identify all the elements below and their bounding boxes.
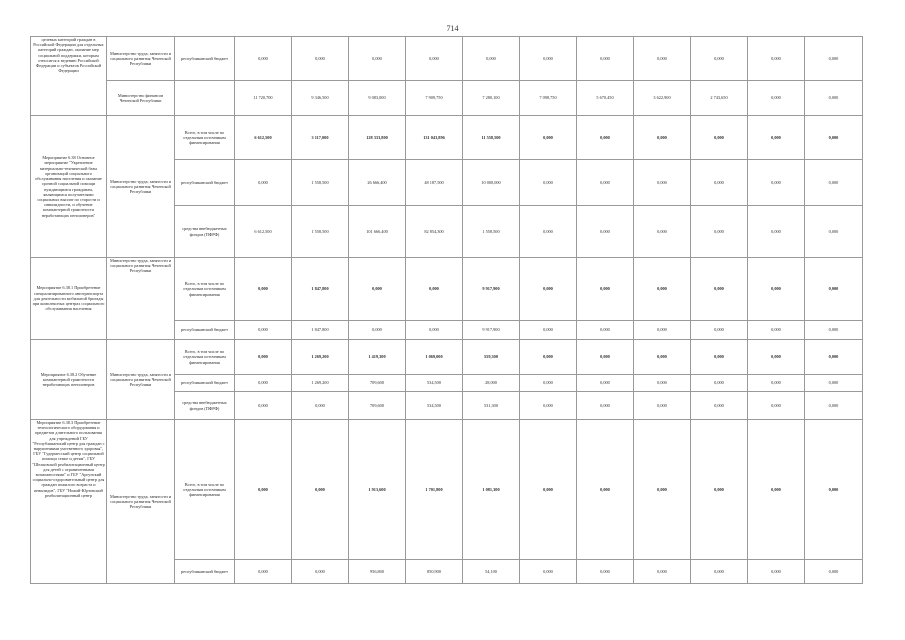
value-cell: 6 612,500 — [235, 206, 292, 258]
value-cell: 0,000 — [577, 258, 634, 321]
value-cell: 0,000 — [634, 420, 691, 560]
value-cell: 0,000 — [235, 560, 292, 584]
table-row — [31, 81, 863, 116]
source-cell: Всего, в том числе по отдельным источникам финансирования — [175, 116, 235, 160]
value-cell: 0,000 — [520, 160, 577, 206]
value-cell: 0,000 — [634, 392, 691, 420]
executor-cell: Министерство труда, занятости и социального развития Чеченской Республики — [107, 340, 175, 420]
value-cell: 0,000 — [634, 37, 691, 81]
event-cell: Мероприятие 6.38 Основное мероприятие "Укрепление материально-технической базы организаций социального обслуживания населения и оказание срочной социальной помощи нуждающимся гражданам, являющимся получателями социальных выплат по старости и инвалидности, и обучение компьютерной грамотности неработающих пенсионеров" — [31, 116, 107, 258]
value-cell: 0,000 — [691, 206, 748, 258]
value-cell: 534,500 — [406, 392, 463, 420]
value-cell: 0,000 — [235, 258, 292, 321]
value-cell: 0,000 — [805, 206, 863, 258]
value-cell: 0,000 — [748, 206, 805, 258]
value-cell: 709,600 — [349, 375, 406, 392]
value-cell: 0,000 — [406, 37, 463, 81]
value-cell: 0,000 — [691, 340, 748, 375]
value-cell: 0,000 — [748, 321, 805, 340]
value-cell: 956,800 — [349, 560, 406, 584]
value-cell: 0,000 — [691, 258, 748, 321]
value-cell: 0,000 — [805, 392, 863, 420]
value-cell: 54,100 — [463, 560, 520, 584]
value-cell: 0,000 — [691, 392, 748, 420]
executor-cell: Министерство труда, занятости и социального развития Чеченской Республики — [107, 258, 175, 340]
value-cell: 3 622,900 — [634, 81, 691, 116]
value-cell: 0,000 — [805, 37, 863, 81]
value-cell: 5 670,450 — [577, 81, 634, 116]
value-cell: 0,000 — [520, 560, 577, 584]
value-cell: 0,000 — [634, 321, 691, 340]
value-cell: 0,000 — [805, 375, 863, 392]
value-cell: 0,000 — [577, 37, 634, 81]
value-cell: 82 854,300 — [406, 206, 463, 258]
table-row — [31, 37, 863, 81]
value-cell: 0,000 — [520, 420, 577, 560]
value-cell: 0,000 — [634, 206, 691, 258]
value-cell: 0,000 — [805, 340, 863, 375]
value-cell: 9 917,900 — [463, 258, 520, 321]
value-cell: 0,000 — [520, 206, 577, 258]
value-cell: 0,000 — [235, 420, 292, 560]
source-cell: республиканский бюджет — [175, 375, 235, 392]
value-cell: 7 098,750 — [520, 81, 577, 116]
value-cell: 0,000 — [691, 375, 748, 392]
value-cell: 0,000 — [634, 116, 691, 160]
value-cell: 0,000 — [805, 81, 863, 116]
value-cell: 0,000 — [520, 116, 577, 160]
value-cell: 0,000 — [292, 392, 349, 420]
value-cell: 7 280,100 — [463, 81, 520, 116]
value-cell: 0,000 — [349, 37, 406, 81]
value-cell: 9 083,000 — [349, 81, 406, 116]
budget-table — [30, 36, 863, 584]
executor-cell: Министерство труда, занятости и социального развития Чеченской Республики — [107, 420, 175, 584]
value-cell: 0,000 — [691, 420, 748, 560]
source-cell: республиканский бюджет — [175, 160, 235, 206]
value-cell: 0,000 — [292, 37, 349, 81]
value-cell: 0,000 — [805, 321, 863, 340]
value-cell: 0,000 — [634, 560, 691, 584]
value-cell: 0,000 — [634, 375, 691, 392]
value-cell: 0,000 — [577, 160, 634, 206]
value-cell: 1 558,500 — [292, 160, 349, 206]
executor-cell: Министерство труда, занятости и социального развития Чеченской Республики — [107, 116, 175, 258]
value-cell: 0,000 — [349, 321, 406, 340]
page-number: 714 — [446, 24, 459, 33]
table-row — [31, 116, 863, 160]
value-cell: 131 043,896 — [406, 116, 463, 160]
event-cell: Мероприятие 6.38.1 Приобретение специализированного автотранспорта для деятельности мобильной бригады при комплексных центрах социального обслуживания населения — [31, 258, 107, 340]
event-cell: Мероприятие 6.38.3 Приобретение технологического оборудования и предметов длительного пользования для учреждений ГБУ "Республиканский центр для граждан с нарушениями умственного здоровья", ГБУ "Гудермесский центр социальной помощи семье и детям", ГБУ "Шелковской реабилитационный центр для детей с ограниченными возможностями" и ГБУ "Аргунский социально-оздоровительный центр для граждан пожилого возраста и инвалидов", ГБУ "Ножай-Юртовский реабилитационный центр — [31, 420, 107, 584]
source-cell: Всего, в том числе по отдельным источникам финансирования — [175, 420, 235, 560]
event-cell: целевых категорий граждан в Российской Федерации для отдельных категорий граждан, оказание мер социальной поддержки, которым относятся к ведению Российской Федерации и субъектов Российской Федерации — [31, 37, 107, 116]
value-cell: 0,000 — [748, 116, 805, 160]
value-cell: 559,300 — [463, 340, 520, 375]
value-cell: 0,000 — [520, 392, 577, 420]
value-cell: 0,000 — [235, 321, 292, 340]
value-cell: 11 720,700 — [235, 81, 292, 116]
value-cell: 1 269,200 — [292, 340, 349, 375]
value-cell: 1 847,800 — [292, 258, 349, 321]
value-cell: 9 917,900 — [463, 321, 520, 340]
table-row — [31, 420, 863, 560]
executor-cell: Министерство финансов Чеченской Республики — [107, 81, 175, 116]
value-cell: 0,000 — [292, 560, 349, 584]
value-cell: 0,000 — [577, 392, 634, 420]
value-cell: 0,000 — [748, 160, 805, 206]
value-cell: 0,000 — [463, 37, 520, 81]
source-cell: республиканский бюджет — [175, 37, 235, 81]
value-cell: 0,000 — [805, 560, 863, 584]
value-cell: 0,000 — [577, 340, 634, 375]
value-cell: 10 000,000 — [463, 160, 520, 206]
value-cell: 128 333,800 — [349, 116, 406, 160]
value-cell: 7 909,750 — [406, 81, 463, 116]
value-cell: 0,000 — [520, 375, 577, 392]
value-cell: 0,000 — [292, 420, 349, 560]
value-cell: 1 558,500 — [463, 206, 520, 258]
value-cell: 48 187,500 — [406, 160, 463, 206]
value-cell: 11 558,500 — [463, 116, 520, 160]
table-row — [31, 340, 863, 375]
value-cell: 0,000 — [235, 160, 292, 206]
value-cell: 0,000 — [805, 420, 863, 560]
value-cell: 0,000 — [748, 420, 805, 560]
value-cell: 531,300 — [463, 392, 520, 420]
value-cell: 1 419,300 — [349, 340, 406, 375]
value-cell: 0,000 — [634, 340, 691, 375]
source-cell: средства внебюджетных фондов (ПФРФ) — [175, 206, 235, 258]
value-cell: 0,000 — [748, 340, 805, 375]
value-cell: 0,000 — [406, 258, 463, 321]
value-cell: 0,000 — [577, 375, 634, 392]
value-cell: 0,000 — [520, 321, 577, 340]
executor-cell: Министерство труда, занятости и социального развития Чеченской Республики — [107, 37, 175, 81]
value-cell: 0,000 — [577, 206, 634, 258]
value-cell: 1 269,200 — [292, 375, 349, 392]
value-cell: 0,000 — [805, 160, 863, 206]
source-cell: Всего, в том числе по отдельным источникам финансирования — [175, 340, 235, 375]
value-cell: 0,000 — [520, 340, 577, 375]
value-cell: 0,000 — [235, 340, 292, 375]
value-cell: 0,000 — [577, 420, 634, 560]
source-cell: республиканский бюджет — [175, 321, 235, 340]
value-cell: 709,600 — [349, 392, 406, 420]
value-cell: 2 743,650 — [691, 81, 748, 116]
value-cell: 26 666,400 — [349, 160, 406, 206]
value-cell: 0,000 — [577, 116, 634, 160]
source-cell: средства внебюджетных фондов (ПФРФ) — [175, 392, 235, 420]
value-cell: 0,000 — [748, 81, 805, 116]
value-cell: 0,000 — [691, 37, 748, 81]
value-cell: 101 666,400 — [349, 206, 406, 258]
value-cell: 0,000 — [748, 37, 805, 81]
value-cell: 1 069,000 — [406, 340, 463, 375]
value-cell: 534,500 — [406, 375, 463, 392]
value-cell: 0,000 — [805, 116, 863, 160]
source-cell — [175, 81, 235, 116]
value-cell: 3 117,000 — [292, 116, 349, 160]
value-cell: 0,000 — [748, 392, 805, 420]
value-cell: 0,000 — [235, 37, 292, 81]
value-cell: 1 913,600 — [349, 420, 406, 560]
value-cell: 0,000 — [235, 392, 292, 420]
value-cell: 0,000 — [748, 560, 805, 584]
table-row — [31, 258, 863, 321]
value-cell: 1 081,300 — [463, 420, 520, 560]
value-cell: 0,000 — [235, 375, 292, 392]
value-cell: 1 558,500 — [292, 206, 349, 258]
value-cell: 1 847,800 — [292, 321, 349, 340]
value-cell: 0,000 — [520, 37, 577, 81]
value-cell: 0,000 — [520, 258, 577, 321]
value-cell: 0,000 — [691, 116, 748, 160]
value-cell: 0,000 — [577, 321, 634, 340]
value-cell: 0,000 — [805, 258, 863, 321]
source-cell: республиканский бюджет — [175, 560, 235, 584]
value-cell: 0,000 — [691, 321, 748, 340]
value-cell: 0,000 — [691, 160, 748, 206]
value-cell: 6 612,500 — [235, 116, 292, 160]
value-cell: 1 701,800 — [406, 420, 463, 560]
value-cell: 0,000 — [748, 375, 805, 392]
value-cell: 0,000 — [634, 258, 691, 321]
value-cell: 0,000 — [577, 560, 634, 584]
value-cell: 0,000 — [349, 258, 406, 321]
value-cell: 850,900 — [406, 560, 463, 584]
value-cell: 9 346,500 — [292, 81, 349, 116]
value-cell: 0,000 — [691, 560, 748, 584]
value-cell: 0,000 — [748, 258, 805, 321]
event-cell: Мероприятие 6.38.2 Обучение компьютерной грамотности неработающих пенсионеров — [31, 340, 107, 420]
value-cell: 28,000 — [463, 375, 520, 392]
value-cell: 0,000 — [634, 160, 691, 206]
source-cell: Всего, в том числе по отдельным источникам финансирования — [175, 258, 235, 321]
value-cell: 0,000 — [406, 321, 463, 340]
